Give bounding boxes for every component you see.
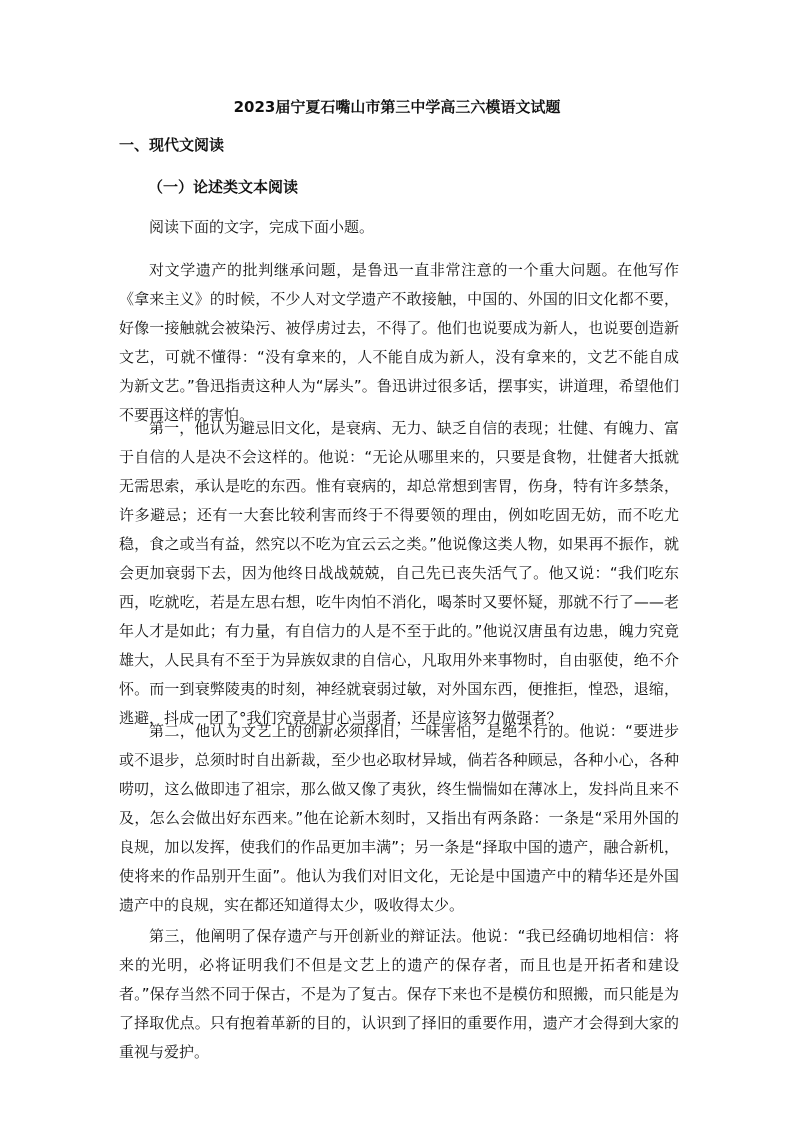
body-paragraph-4: 第三，他阐明了保存遗产与开创新业的辩证法。他说：“我已经确切地相信：将来的光明，必将证明我们不但是文艺上的遗产的保存者，而且也是开拓者和建设者。”保存当然不同于保古，不是为了复古。保存下来也不是模仿和照搬，而只能是为了择取优点。只有抱着革新的目的，认识到了择旧的重要作用，遗产才会得到大家的重视与爱护。 xyxy=(119,927,679,1061)
body-paragraph-3: 第二，他认为文艺上的创新必须择旧，一味害怕，是绝不行的。他说：“要进步或不退步，总须时时自出新裁，至少也必取材异域，倘若各种顾忌，各种小心，各种唠叨，这么做即违了祖宗，那么做又像了夷狄，终生惴惴如在薄冰上，发抖尚且来不及，怎么会做出好东西来。”他在论新木刻时，又指出有两条路：一条是“采用外国的良规，加以发挥，使我们的作品更加丰满”；另一条是“择取中国的遗产，融合新机，使将来的作品别开生面”。他认为我们对旧文化，无论是中国遗产中的精华还是外国遗产中的良规，实在都还知道得太少，吸收得太少。 xyxy=(119,722,679,914)
instruction-text: 阅读下面的文字，完成下面小题。 xyxy=(149,218,375,236)
document-title: 2023届宁夏石嘴山市第三中学高三六模语文试题 xyxy=(233,98,561,116)
body-paragraph-2: 第一，他认为避忌旧文化，是衰病、无力、缺乏自信的表现；壮健、有魄力、富于自信的人是决不会这样的。他说：“无论从哪里来的，只要是食物，壮健者大抵就无需思索，承认是吃的东西。惟有衰病的，却总常想到害胃，伤身，特有许多禁条，许多避忌；还有一大套比较利害而终于不得要领的理由，例如吃固无妨，而不吃尤稳，食之或当有益，然究以不吃为宜云云之类。”他说像这类人物，如果再不振作，就会更加衰弱下去，因为他终日战战兢兢，自己先已丧失活气了。他又说：“我们吃东西，吃就吃，若是左思右想，吃牛肉怕不消化，喝茶时又要怀疑，那就不行了——老年人才是如此；有力量，有自信力的人是不至于此的。”他说汉唐虽有边患，魄力究竟雄大，人民具有不至于为异族奴隶的自信心，凡取用外来事物时，自由驱使，绝不介怀。而一到衰弊陵夷的时刻，神经就衰弱过敏，对外国东西，便推拒，惶恐，退缩，逃避，抖成一团了°我们究竟是甘心当弱者，还是应该努力做强者？ xyxy=(119,419,679,727)
body-paragraph-1: 对文学遗产的批判继承问题，是鲁迅一直非常注意的一个重大问题。在他写作《拿来主义》的时候，不少人对文学遗产不敢接触，中国的、外国的旧文化都不要，好像一接触就会被染污、被俘虏过去，不得了。他们也说要成为新人，也说要创造新文艺，可就不懂得：“没有拿来的，人不能自成为新人，没有拿来的，文艺不能自成为新文艺。”鲁迅指责这种人为“孱头”。鲁迅讲过很多话，摆事实，讲道理，希望他们不要再这样的害怕。 xyxy=(119,261,679,424)
section-heading: 一、现代文阅读 xyxy=(119,136,225,154)
subsection-heading: （一）论述类文本阅读 xyxy=(148,178,299,196)
